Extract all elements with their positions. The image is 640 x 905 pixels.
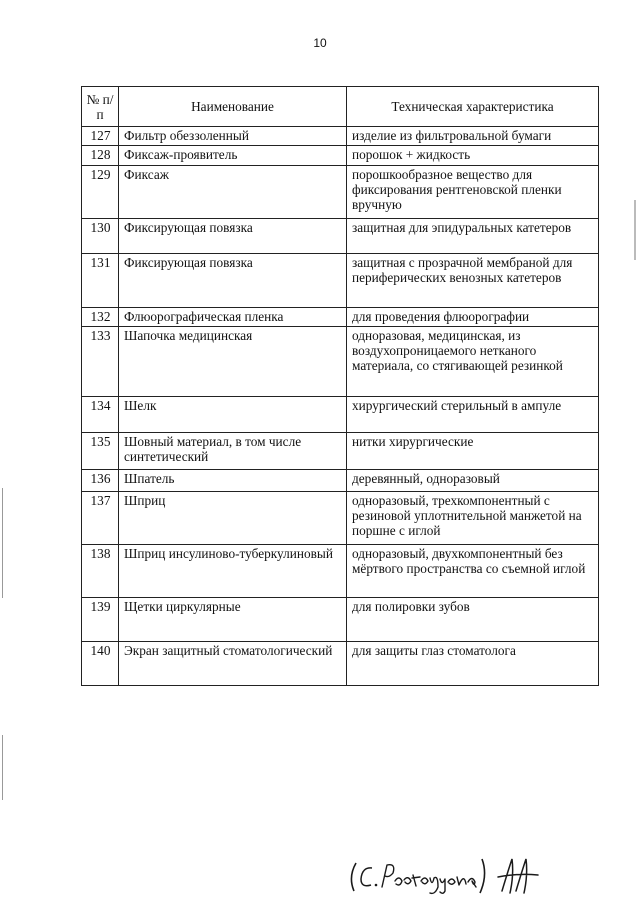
items-table: [81, 86, 599, 686]
row-spec: защитная с прозрачной мембраной для периферических венозных катетеров: [347, 254, 599, 308]
page-number: 10: [313, 36, 327, 50]
table-row: [82, 397, 599, 433]
row-name: Щетки циркулярные: [119, 598, 347, 642]
signature-stroke: [480, 859, 485, 893]
row-spec: одноразовый, двухкомпонентный без мёртвого пространства со съемной иглой: [347, 545, 599, 598]
row-name: Шелк: [119, 397, 347, 433]
table-header-row: [82, 87, 599, 127]
row-name: Шпатель: [119, 470, 347, 492]
row-num: 132: [82, 308, 119, 327]
header-spec: Техническая характеристика: [347, 87, 599, 127]
row-spec: порошкообразное вещество для фиксирования рентгеновской пленки вручную: [347, 166, 599, 219]
row-name: Фильтр обеззоленный: [119, 127, 347, 146]
header-name: Наименование: [119, 87, 347, 127]
scan-edge-mark: [2, 488, 3, 598]
row-num: 129: [82, 166, 119, 219]
signature-stroke: [382, 865, 476, 894]
row-spec: хирургический стерильный в ампуле: [347, 397, 599, 433]
table-row: [82, 146, 599, 166]
row-name: Флюорографическая пленка: [119, 308, 347, 327]
row-name: Фиксаж-проявитель: [119, 146, 347, 166]
row-spec: порошок + жидкость: [347, 146, 599, 166]
row-name: Шприц инсулиново-туберкулиновый: [119, 545, 347, 598]
row-spec: одноразовая, медицинская, из воздухопроницаемого нетканого материала, со стягивающей резинкой: [347, 327, 599, 397]
row-num: 133: [82, 327, 119, 397]
signature-stroke: [351, 863, 356, 891]
row-spec: защитная для эпидуральных катетеров: [347, 219, 599, 254]
row-num: 134: [82, 397, 119, 433]
table-row: [82, 433, 599, 470]
signature-stroke: [375, 884, 378, 887]
table-row: [82, 308, 599, 327]
row-num: 130: [82, 219, 119, 254]
row-num: 131: [82, 254, 119, 308]
row-num: 135: [82, 433, 119, 470]
row-name: Фиксирующая повязка: [119, 219, 347, 254]
row-num: 139: [82, 598, 119, 642]
row-spec: для защиты глаз стоматолога: [347, 642, 599, 686]
table-row: [82, 470, 599, 492]
signature-stroke: [498, 859, 538, 893]
row-name: Фиксирующая повязка: [119, 254, 347, 308]
signature-stroke: [361, 868, 372, 886]
row-name: Экран защитный стоматологический: [119, 642, 347, 686]
row-spec: одноразовый, трехкомпонентный с резиновой уплотнительной манжетой на поршне с иглой: [347, 492, 599, 545]
row-name: Шапочка медицинская: [119, 327, 347, 397]
row-spec: для полировки зубов: [347, 598, 599, 642]
table-row: [82, 219, 599, 254]
table-row: [82, 127, 599, 146]
handwritten-signature: [342, 851, 552, 897]
table-row: [82, 166, 599, 219]
row-spec: изделие из фильтровальной бумаги: [347, 127, 599, 146]
row-name: Фиксаж: [119, 166, 347, 219]
row-spec: деревянный, одноразовый: [347, 470, 599, 492]
table-row: [82, 492, 599, 545]
table-row: [82, 598, 599, 642]
table-row: [82, 327, 599, 397]
table-row: [82, 642, 599, 686]
row-spec: нитки хирургические: [347, 433, 599, 470]
scan-edge-mark: [634, 200, 636, 260]
table-row: [82, 545, 599, 598]
row-num: 137: [82, 492, 119, 545]
row-num: 138: [82, 545, 119, 598]
row-num: 128: [82, 146, 119, 166]
row-name: Шприц: [119, 492, 347, 545]
row-num: 136: [82, 470, 119, 492]
row-spec: для проведения флюорографии: [347, 308, 599, 327]
row-num: 127: [82, 127, 119, 146]
row-name: Шовный материал, в том числе синтетический: [119, 433, 347, 470]
row-num: 140: [82, 642, 119, 686]
table-row: [82, 254, 599, 308]
scan-edge-mark: [2, 735, 3, 800]
header-num: № п/п: [82, 87, 119, 127]
